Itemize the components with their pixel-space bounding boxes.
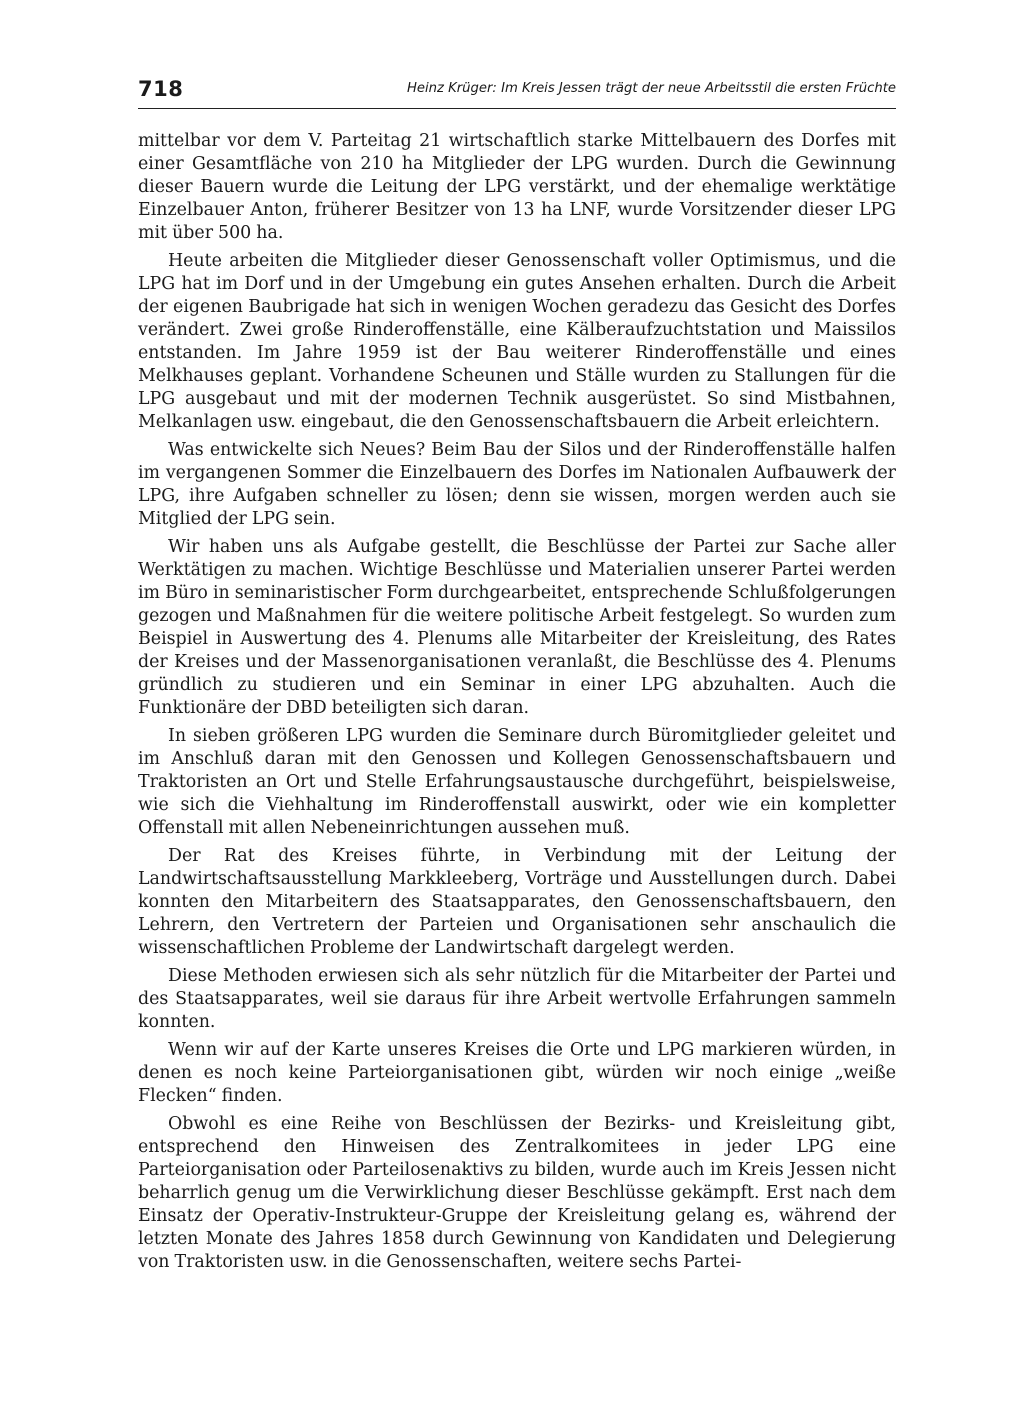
page-header (138, 78, 896, 109)
paragraph: In sieben größeren LPG wurden die Seminare durch Büromitglieder geleitet und im Anschluß daran mit den Genossen und Kollegen Genossenschaftsbauern und Traktoristen an Ort und Stelle Erfahrungsaustausche durchgeführt, beispielsweise, wie sich die Viehhaltung im Rinderoffenstall auswirkt, oder wie ein kompletter Offenstall mit allen Nebeneinrichtungen aussehen muß. (138, 726, 896, 838)
paragraph: mittelbar vor dem V. Parteitag 21 wirtschaftlich starke Mittelbauern des Dorfes mit einer Gesamtfläche von 210 ha Mitglieder der LPG wurden. Durch die Gewinnung dieser Bauern wurde die Leitung der LPG verstärkt, und der ehemalige werktätige Einzelbauer Anton, früherer Besitzer von 13 ha LNF, wurde Vorsitzender dieser LPG mit über 500 ha. (138, 131, 896, 243)
body-text (138, 130, 896, 1274)
paragraph: Was entwickelte sich Neues? Beim Bau der Silos und der Rinderoffenställe halfen im vergangenen Sommer die Einzelbauern des Dorfes im Nationalen Aufbauwerk der LPG, ihre Aufgaben schneller zu lösen; denn sie wissen, morgen werden auch sie Mitglied der LPG sein. (138, 440, 896, 529)
paragraph: Wir haben uns als Aufgabe gestellt, die Beschlüsse der Partei zur Sache aller Werktätigen zu machen. Wichtige Beschlüsse und Materialien unserer Partei werden im Büro in seminaristischer Form durchgearbeitet, entsprechende Schlußfolgerungen gezogen und Maßnahmen für die weitere politische Arbeit festgelegt. So wurden zum Beispiel in Auswertung des 4. Plenums alle Mitarbeiter der Kreisleitung, des Rates der Kreises und der Massenorganisationen veranlaßt, die Beschlüsse des 4. Plenums gründlich zu studieren und ein Seminar in einer LPG abzuhalten. Auch die Funktionäre der DBD beteiligten sich daran. (138, 537, 896, 718)
paragraph: Diese Methoden erwiesen sich als sehr nützlich für die Mitarbeiter der Partei und des Staatsapparates, weil sie daraus für ihre Arbeit wertvolle Erfahrungen sammeln konnten. (138, 966, 896, 1032)
page-number: 718 (138, 77, 184, 101)
paragraph: Der Rat des Kreises führte, in Verbindung mit der Leitung der Landwirtschaftsausstellung Markkleeberg, Vorträge und Ausstellungen durch. Dabei konnten den Mitarbeitern des Staatsapparates, den Genossenschaftsbauern, den Lehrern, den Vertretern der Parteien und Organisationen sehr anschaulich die wissenschaftlichen Probleme der Landwirtschaft dargelegt werden. (138, 846, 896, 958)
paragraph: Obwohl es eine Reihe von Beschlüssen der Bezirks- und Kreisleitung gibt, entsprechend den Hinweisen des Zentralkomitees in jeder LPG eine Parteiorganisation oder Parteilosenaktivs zu bilden, wurde auch im Kreis Jessen nicht beharrlich genug um die Verwirklichung dieser Beschlüsse gekämpft. Erst nach dem Einsatz der Operativ-Instrukteur-Gruppe der Kreisleitung gelang es, während der letzten Monate des Jahres 1858 durch Gewinnung von Kandidaten und Delegierung von Traktoristen usw. in die Genossenschaften, weitere sechs Partei- (138, 1114, 896, 1272)
paragraph: Wenn wir auf der Karte unseres Kreises die Orte und LPG markieren würden, in denen es noch keine Parteiorganisationen gibt, würden wir noch einige „weiße Flecken“ finden. (138, 1040, 896, 1106)
paragraph: Heute arbeiten die Mitglieder dieser Genossenschaft voller Optimismus, und die LPG hat im Dorf und in der Umgebung ein gutes Ansehen erhalten. Durch die Arbeit der eigenen Baubrigade hat sich in wenigen Wochen geradezu das Gesicht des Dorfes verändert. Zwei große Rinderoffenställe, eine Kälberaufzuchtstation und Maissilos entstanden. Im Jahre 1959 ist der Bau weiterer Rinderoffenställe und eines Melkhauses geplant. Vorhandene Scheunen und Ställe wurden zu Stallungen für die LPG ausgebaut und mit der modernen Technik ausgerüstet. So sind Mistbahnen, Melkanlagen usw. eingebaut, die den Genossenschaftsbauern die Arbeit erleichtern. (138, 251, 896, 432)
running-title: Heinz Krüger: Im Kreis Jessen trägt der neue Arbeitsstil die ersten Früchte (406, 81, 896, 96)
